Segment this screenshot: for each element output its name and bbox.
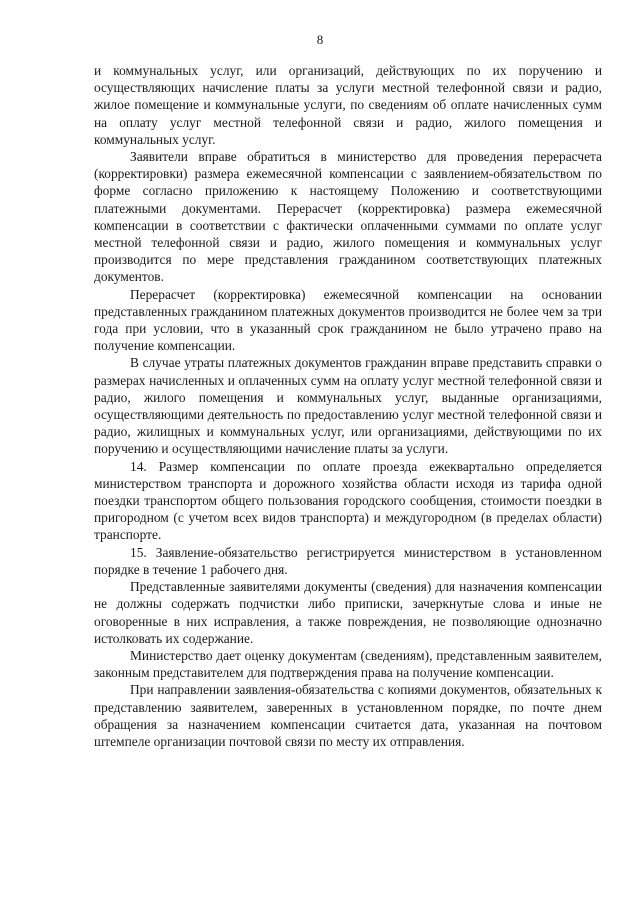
page-number: 8 [316,32,324,47]
paragraph-document-requirements: Представленные заявителями документы (сведения) для назначения компенсации не должны содержать подчистки либо приписки, зачеркнутые слова и иные не оговоренные в них исправления, а также повреждения, не позволяющие однозначно истолковать их содержание. [94,579,602,646]
paragraph-continuation: и коммунальных услуг, или организаций, действующих по их поручению и осуществляющих начисление платы за услуги местной телефонной связи и радио, жилое помещение и коммунальные услуги, по сведениям об оплате начисленных сумм на оплату услуг местной телефонной связи и радио, жилого помещения и коммунальных услуг. [94,63,602,147]
document-body [94,62,602,750]
paragraph-item-15: 15. Заявление-обязательство регистрируется министерством в установленном порядке в течение 1 рабочего дня. [94,544,602,577]
paragraph-recalculation-period: Перерасчет (корректировка) ежемесячной компенсации на основании представленных гражданином платежных документов производится не более чем за три года при условии, что в указанный срок гражданином не было утрачено право на получение компенсации. [94,286,602,354]
paragraph-recalculation-request: Заявители вправе обратиться в министерство для проведения перерасчета (корректировки) размера ежемесячной компенсации с заявлением-обязательством по форме согласно приложению к настоящему Положению и соответствующими платежными документами. Перерасчет (корректировка) размера ежемесячной компенсации в соответствии с фактически оплаченными суммами по оплате услуг местной телефонной связи и радио, жилого помещения и коммунальных услуг производится по мере представления гражданином соответствующих платежных документов. [94,149,602,285]
paragraph-lost-documents: В случае утраты платежных документов гражданин вправе представить справки о размерах начисленных и оплаченных сумм на оплату услуг местной телефонной связи и радио, жилого помещения и коммунальных услуг, выданные организациями, осуществляющими деятельность по предоставлению услуг местной телефонной связи и радио, жилищных и коммунальных услуг, или организациями, действующими по их поручению и осуществляющими начисление платы за услуги. [94,355,602,457]
paragraph-postal-submission: При направлении заявления-обязательства с копиями документов, обязательных к представлению заявителем, заверенных в установленном порядке, по почте днем обращения за назначением компенсации считается дата, указанная на почтовом штемпеле организации почтовой связи по месту их отправления. [94,682,602,749]
paragraph-item-14: 14. Размер компенсации по оплате проезда ежеквартально определяется министерством транспорта и дорожного хозяйства области исходя из тарифа одной поездки транспортом общего пользования городского сообщения, стоимости поездки в пригородном (с учетом всех видов транспорта) и междугородном (в пределах области) транспорте. [94,458,602,543]
paragraph-document-assessment: Министерство дает оценку документам (сведениям), представленным заявителем, законным представителем для подтверждения права на получение компенсации. [94,647,602,681]
